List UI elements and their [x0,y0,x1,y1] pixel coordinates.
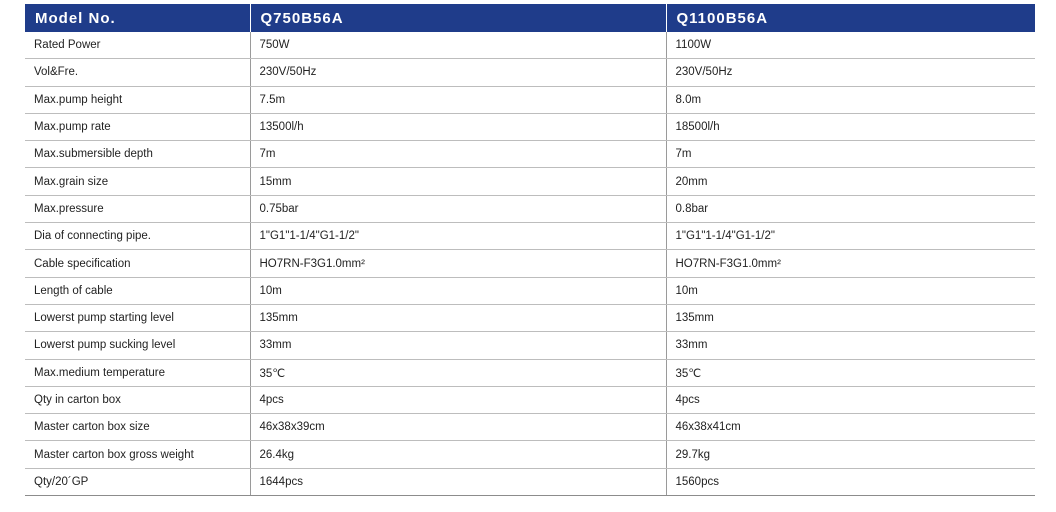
table-row [25,113,1035,140]
spec-label-cell: Length of cable [25,277,250,304]
model-b-value-cell: 29.7kg [666,441,1035,468]
model-a-value-cell: 750W [250,32,666,59]
model-a-value-cell: 26.4kg [250,441,666,468]
spec-label-cell: Max.pump height [25,86,250,113]
spec-label-cell: Master carton box size [25,414,250,441]
model-b-value-cell: 18500l/h [666,113,1035,140]
table-row [25,304,1035,331]
model-a-value-cell: 4pcs [250,386,666,413]
model-b-value-cell: 20mm [666,168,1035,195]
model-b-value-cell: 33mm [666,332,1035,359]
spec-label-cell: Qty in carton box [25,386,250,413]
spec-label-cell: Max.pump rate [25,113,250,140]
table-row [25,195,1035,222]
spec-label-cell: Lowerst pump sucking level [25,332,250,359]
table-row [25,359,1035,386]
table-row [25,468,1035,495]
model-b-value-cell: 0.8bar [666,195,1035,222]
table-row [25,59,1035,86]
model-b-header: Q1100B56A [666,4,1035,32]
table-row [25,332,1035,359]
model-a-header: Q750B56A [250,4,666,32]
spec-table [25,4,1035,496]
model-b-value-cell: 10m [666,277,1035,304]
model-a-value-cell: 7m [250,141,666,168]
model-a-value-cell: 35℃ [250,359,666,386]
model-a-value-cell: 0.75bar [250,195,666,222]
model-b-value-cell: 230V/50Hz [666,59,1035,86]
table-row [25,441,1035,468]
model-a-value-cell: 7.5m [250,86,666,113]
model-b-value-cell: 46x38x41cm [666,414,1035,441]
model-b-value-cell: 35℃ [666,359,1035,386]
spec-label-cell: Qty/20´GP [25,468,250,495]
table-row [25,277,1035,304]
model-a-value-cell: 46x38x39cm [250,414,666,441]
table-row [25,250,1035,277]
spec-label-cell: Vol&Fre. [25,59,250,86]
table-row [25,141,1035,168]
model-b-value-cell: 4pcs [666,386,1035,413]
spec-label-cell: Master carton box gross weight [25,441,250,468]
spec-label-cell: Max.medium temperature [25,359,250,386]
model-b-value-cell: HO7RN-F3G1.0mm² [666,250,1035,277]
spec-label-cell: Max.pressure [25,195,250,222]
table-row [25,414,1035,441]
model-a-value-cell: 10m [250,277,666,304]
model-a-value-cell: 1644pcs [250,468,666,495]
model-b-value-cell: 1100W [666,32,1035,59]
table-row [25,223,1035,250]
table-row [25,386,1035,413]
model-b-value-cell: 1560pcs [666,468,1035,495]
model-a-value-cell: 13500l/h [250,113,666,140]
table-row [25,86,1035,113]
spec-label-cell: Cable specification [25,250,250,277]
model-a-value-cell: HO7RN-F3G1.0mm² [250,250,666,277]
model-b-value-cell: 1"G1"1-1/4"G1-1/2" [666,223,1035,250]
model-a-value-cell: 135mm [250,304,666,331]
model-b-value-cell: 7m [666,141,1035,168]
model-a-value-cell: 15mm [250,168,666,195]
spec-label-cell: Dia of connecting pipe. [25,223,250,250]
table-row [25,168,1035,195]
model-b-value-cell: 8.0m [666,86,1035,113]
model-no-header: Model No. [25,4,250,32]
model-a-value-cell: 230V/50Hz [250,59,666,86]
model-a-value-cell: 1"G1"1-1/4"G1-1/2" [250,223,666,250]
header-row [25,4,1035,32]
spec-label-cell: Max.grain size [25,168,250,195]
model-a-value-cell: 33mm [250,332,666,359]
spec-label-cell: Rated Power [25,32,250,59]
spec-label-cell: Lowerst pump starting level [25,304,250,331]
spec-label-cell: Max.submersible depth [25,141,250,168]
model-b-value-cell: 135mm [666,304,1035,331]
table-row [25,32,1035,59]
